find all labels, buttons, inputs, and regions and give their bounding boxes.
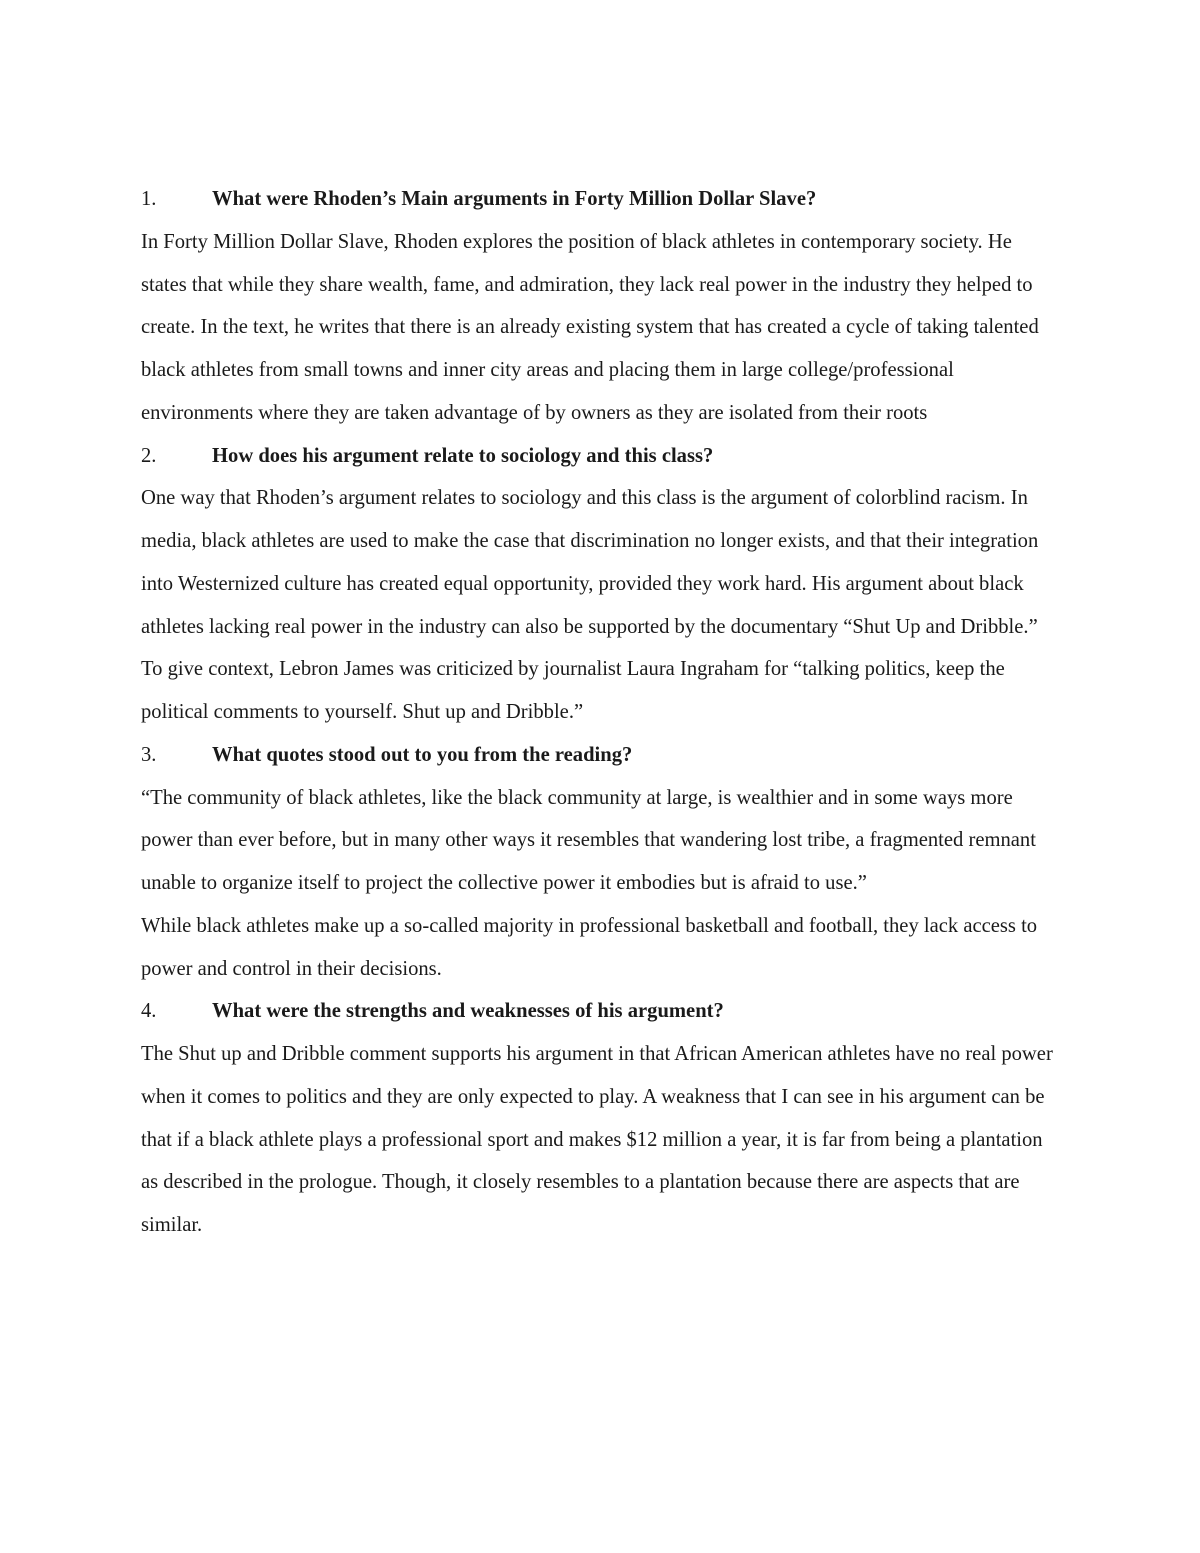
question-heading-1 [141,178,1061,221]
quote-paragraph: “The community of black athletes, like the black community at large, is wealthier and in some ways more power than ever before, but in many other ways it resembles that wandering lost tribe, a fragmented remnant unable to organize itself to project the collective power it embodies but is afraid to use.” [141,786,1036,894]
question-text: What quotes stood out to you from the reading? [212,743,633,766]
question-text: How does his argument relate to sociology and this class? [212,444,714,467]
question-text: What were the strengths and weaknesses of his argument? [212,1000,724,1023]
question-number: 2. [141,444,157,467]
answer-paragraph: One way that Rhoden’s argument relates to sociology and this class is the argument of colorblind racism. In media, black athletes are used to make the case that discrimination no longer exists, and that their integration into Westernized culture has created equal opportunity, provided they work hard. His argument about black athletes lacking real power in the industry can also be supported by the documentary “Shut Up and Dribble.” To give context, Lebron James was criticized by journalist Laura Ingraham for “talking politics, keep the political comments to yourself. Shut up and Dribble.” [141,487,1039,723]
answer-paragraph: In Forty Million Dollar Slave, Rhoden explores the position of black athletes in contemporary society. He states that while they share wealth, fame, and admiration, they lack real power in the industry they helped to create. In the text, he writes that there is an already existing system that has created a cycle of taking talented black athletes from small towns and inner city areas and placing them in large college/professional environments where they are taken advantage of by owners as they are isolated from their roots [141,230,1039,424]
question-heading-4 [141,990,1061,1033]
question-heading-3 [141,734,1061,777]
question-number: 3. [141,743,157,766]
question-heading-2 [141,435,1061,478]
question-text: What were Rhoden’s Main arguments in Forty Million Dollar Slave? [212,188,817,210]
answer-paragraph: The Shut up and Dribble comment supports his argument in that African American athletes have no real power when it comes to politics and they are only expected to play. A weakness that I can see in his argument can be that if a black athlete plays a professional sport and makes $12 million a year, it is far from being a plantation as described in the prologue. Though, it closely resembles to a plantation because there are aspects that are similar. [141,1043,1053,1236]
document-page [141,178,1061,1247]
question-number: 1. [141,188,157,210]
question-number: 4. [141,1000,157,1023]
answer-paragraph: While black athletes make up a so-called majority in professional basketball and football, they lack access to power and control in their decisions. [141,914,1038,980]
